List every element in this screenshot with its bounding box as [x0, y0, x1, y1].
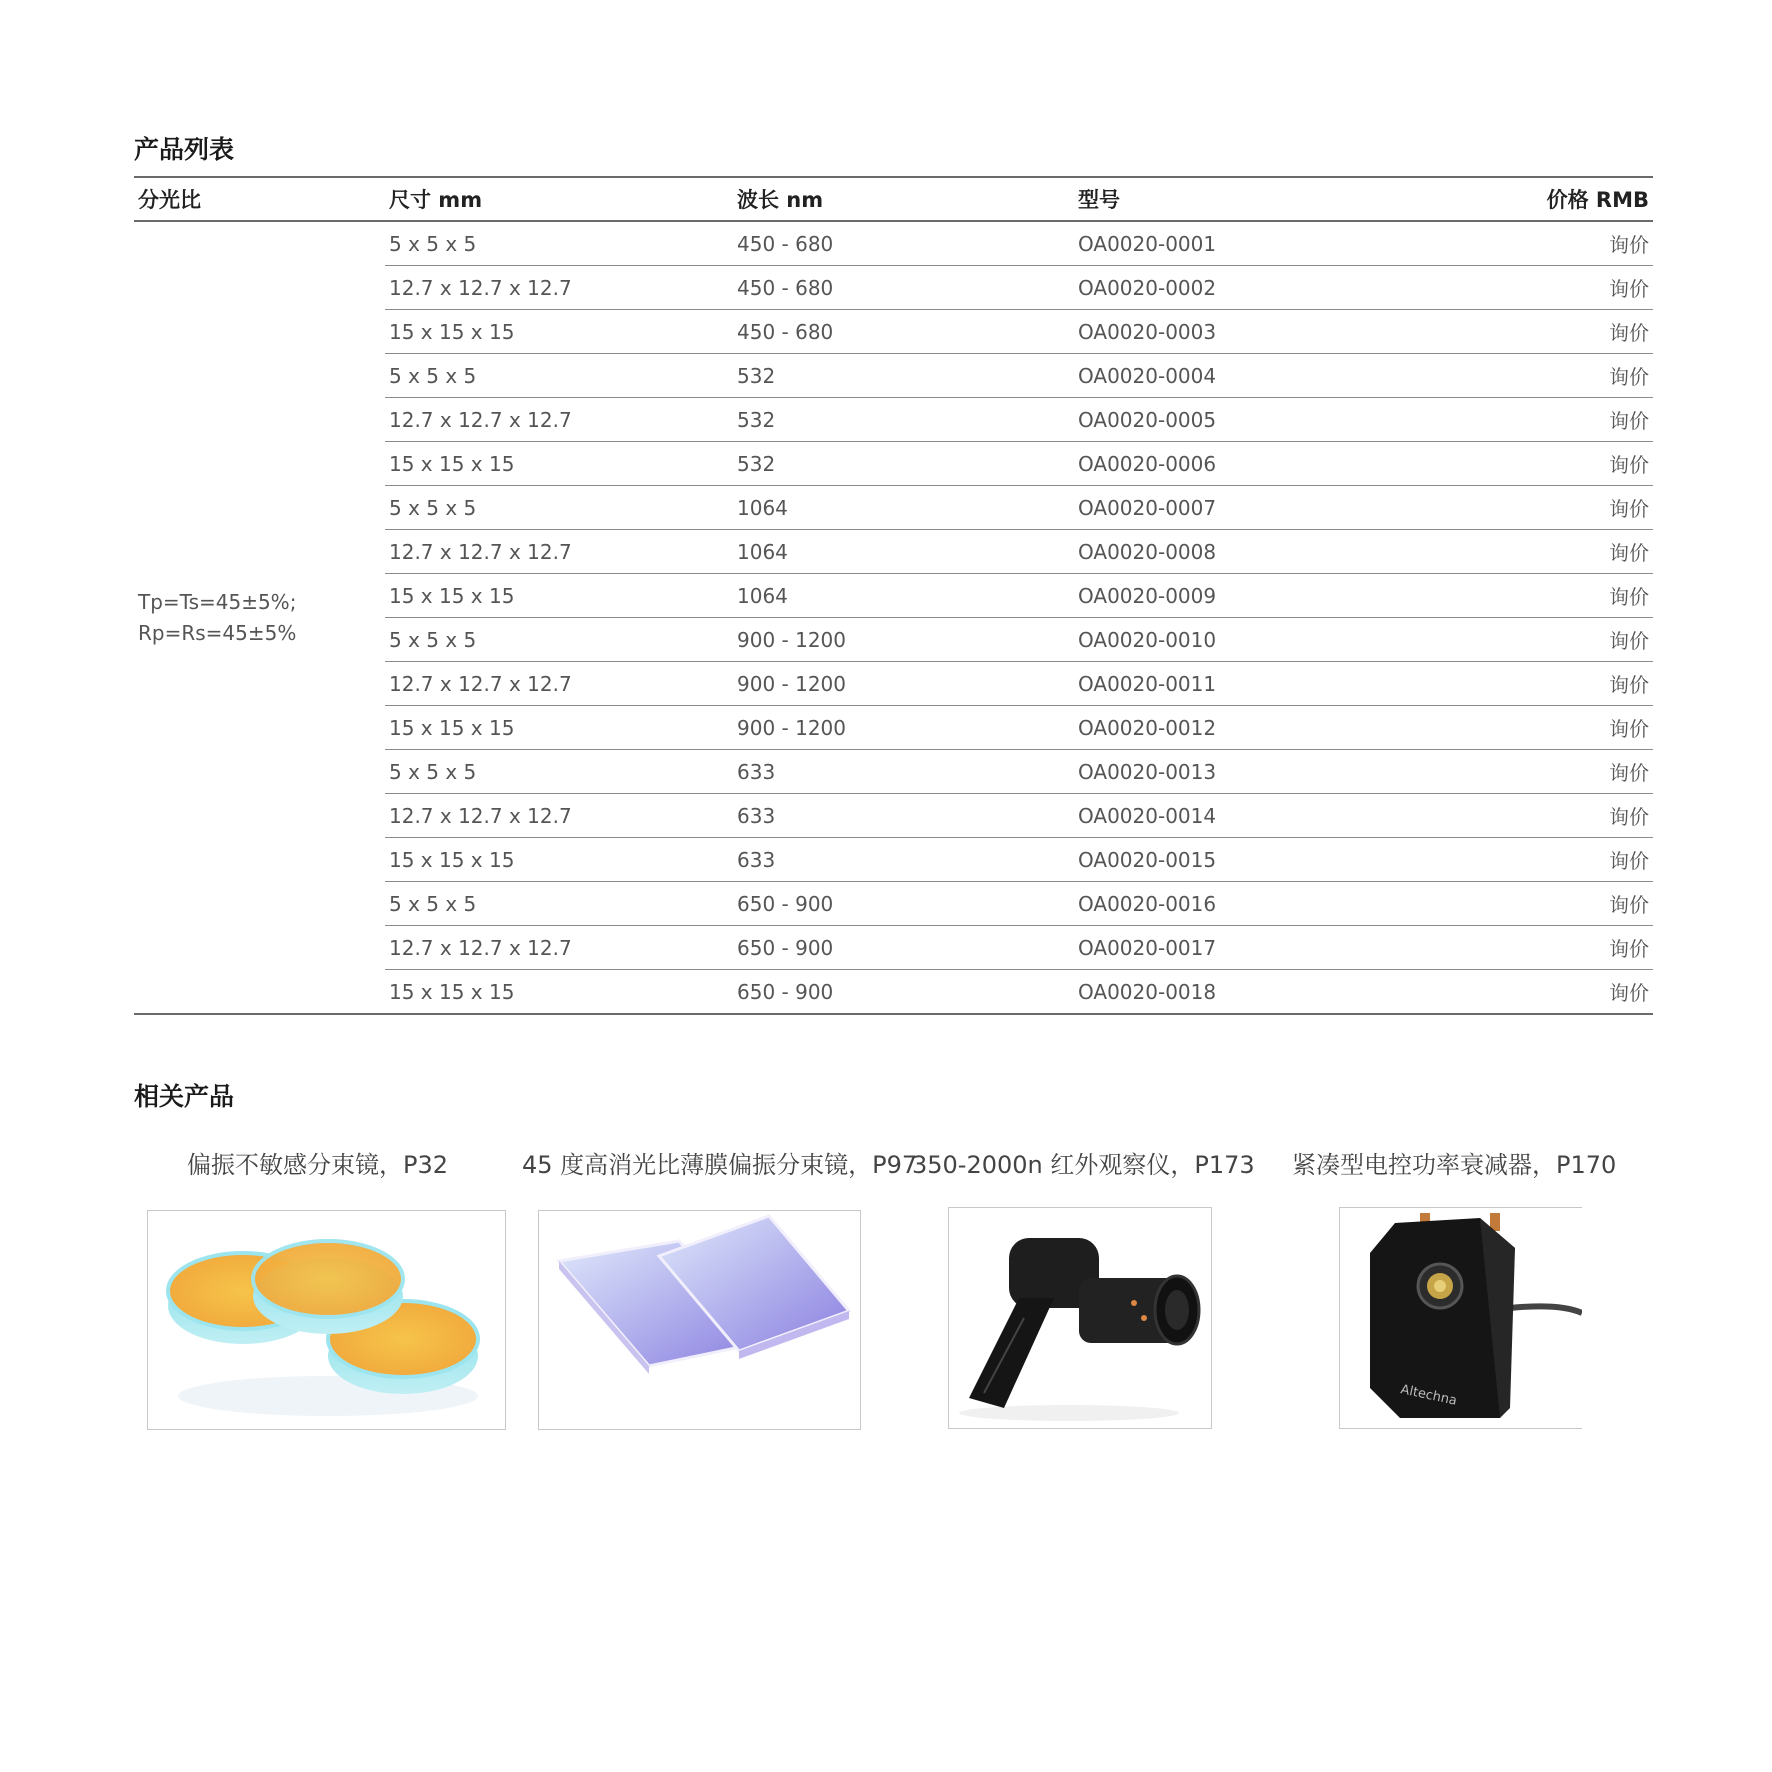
model-cell: OA0020-0004 [1074, 354, 1415, 398]
price-cell[interactable]: 询价 [1415, 662, 1653, 706]
product-list-title: 产品列表 [134, 135, 235, 164]
ratio-line: Tp=Ts=45±5%; [138, 589, 297, 614]
price-cell[interactable]: 询价 [1415, 618, 1653, 662]
power-attenuator-image[interactable] [1339, 1207, 1582, 1429]
model-cell: OA0020-0014 [1074, 794, 1415, 838]
size-cell: 5 x 5 x 5 [385, 750, 733, 794]
header-price: 价格 RMB [1415, 177, 1653, 221]
size-cell: 12.7 x 12.7 x 12.7 [385, 662, 733, 706]
model-cell: OA0020-0010 [1074, 618, 1415, 662]
price-cell[interactable]: 询价 [1415, 486, 1653, 530]
ir-viewer-image[interactable] [948, 1207, 1212, 1429]
wavelength-cell: 650 - 900 [733, 926, 1074, 970]
price-cell[interactable]: 询价 [1415, 398, 1653, 442]
model-cell: OA0020-0017 [1074, 926, 1415, 970]
price-cell[interactable]: 询价 [1415, 442, 1653, 486]
price-cell[interactable]: 询价 [1415, 221, 1653, 266]
header-wavelength: 波长 nm [733, 177, 1074, 221]
wavelength-cell: 450 - 680 [733, 266, 1074, 310]
wavelength-cell: 1064 [733, 574, 1074, 618]
product-table [134, 176, 1653, 1015]
model-cell: OA0020-0013 [1074, 750, 1415, 794]
wavelength-cell: 650 - 900 [737, 979, 834, 1004]
related-label-4[interactable]: 紧凑型电控功率衰减器，P170 [1292, 1151, 1617, 1179]
price-cell[interactable]: 询价 [1609, 981, 1649, 1005]
table-row [134, 221, 1653, 266]
model-cell: OA0020-0016 [1074, 882, 1415, 926]
size-cell: 12.7 x 12.7 x 12.7 [385, 794, 733, 838]
header-ratio: 分光比 [134, 177, 385, 221]
table-header-row [134, 177, 1653, 221]
price-cell[interactable]: 询价 [1415, 706, 1653, 750]
size-cell: 15 x 15 x 15 [385, 442, 733, 486]
wavelength-cell: 450 - 680 [733, 310, 1074, 354]
related-products-title: 相关产品 [134, 1082, 235, 1111]
ratio-cell [134, 221, 385, 1014]
wavelength-cell: 633 [733, 838, 1074, 882]
price-cell[interactable]: 询价 [1415, 310, 1653, 354]
wavelength-cell: 633 [733, 794, 1074, 838]
price-cell[interactable]: 询价 [1415, 530, 1653, 574]
model-cell: OA0020-0001 [1074, 221, 1415, 266]
wavelength-cell: 532 [733, 354, 1074, 398]
price-cell[interactable]: 询价 [1415, 750, 1653, 794]
price-cell[interactable]: 询价 [1415, 266, 1653, 310]
wavelength-cell: 450 - 680 [733, 221, 1074, 266]
price-cell[interactable]: 询价 [1415, 574, 1653, 618]
size-cell: 5 x 5 x 5 [385, 618, 733, 662]
model-cell: OA0020-0003 [1074, 310, 1415, 354]
ratio-line: Rp=Rs=45±5% [138, 620, 297, 645]
price-cell[interactable]: 询价 [1415, 794, 1653, 838]
model-cell: OA0020-0008 [1074, 530, 1415, 574]
wavelength-cell: 532 [733, 442, 1074, 486]
model-cell: OA0020-0005 [1074, 398, 1415, 442]
price-cell[interactable]: 询价 [1415, 882, 1653, 926]
glass-discs-image[interactable] [147, 1210, 506, 1430]
wavelength-cell: 532 [733, 398, 1074, 442]
table-body [134, 221, 1653, 1014]
model-cell: OA0020-0018 [1078, 979, 1217, 1004]
price-cell[interactable]: 询价 [1415, 926, 1653, 970]
related-label-2[interactable]: 45 度高消光比薄膜偏振分束镜，P97 [522, 1151, 918, 1179]
related-label-3[interactable]: 350-2000n 红外观察仪，P173 [912, 1151, 1255, 1179]
price-cell[interactable]: 询价 [1415, 354, 1653, 398]
model-cell: OA0020-0002 [1074, 266, 1415, 310]
wavelength-cell: 650 - 900 [733, 882, 1074, 926]
header-model: 型号 [1074, 177, 1415, 221]
model-cell: OA0020-0011 [1074, 662, 1415, 706]
wavelength-cell: 900 - 1200 [733, 662, 1074, 706]
size-cell: 15 x 15 x 15 [385, 838, 733, 882]
model-cell: OA0020-0007 [1074, 486, 1415, 530]
glass-plates-image[interactable] [538, 1210, 861, 1430]
wavelength-cell: 633 [733, 750, 1074, 794]
size-cell: 5 x 5 x 5 [385, 486, 733, 530]
size-cell: 15 x 15 x 15 [389, 979, 515, 1004]
size-cell: 15 x 15 x 15 [385, 310, 733, 354]
model-cell: OA0020-0015 [1074, 838, 1415, 882]
size-cell: 15 x 15 x 15 [385, 706, 733, 750]
size-cell: 12.7 x 12.7 x 12.7 [385, 926, 733, 970]
size-cell: 12.7 x 12.7 x 12.7 [385, 398, 733, 442]
size-cell: 5 x 5 x 5 [385, 882, 733, 926]
price-cell[interactable]: 询价 [1415, 838, 1653, 882]
wavelength-cell: 900 - 1200 [733, 706, 1074, 750]
model-cell: OA0020-0012 [1074, 706, 1415, 750]
model-cell: OA0020-0009 [1074, 574, 1415, 618]
wavelength-cell: 900 - 1200 [733, 618, 1074, 662]
altechna-logo: Altechna [1399, 1382, 1459, 1409]
size-cell: 5 x 5 x 5 [385, 221, 733, 266]
size-cell: 5 x 5 x 5 [385, 354, 733, 398]
size-cell: 12.7 x 12.7 x 12.7 [385, 266, 733, 310]
header-size: 尺寸 mm [385, 177, 733, 221]
size-cell: 12.7 x 12.7 x 12.7 [385, 530, 733, 574]
related-label-1[interactable]: 偏振不敏感分束镜，P32 [187, 1151, 449, 1179]
wavelength-cell: 1064 [733, 486, 1074, 530]
wavelength-cell: 1064 [733, 530, 1074, 574]
size-cell: 15 x 15 x 15 [385, 574, 733, 618]
model-cell: OA0020-0006 [1074, 442, 1415, 486]
